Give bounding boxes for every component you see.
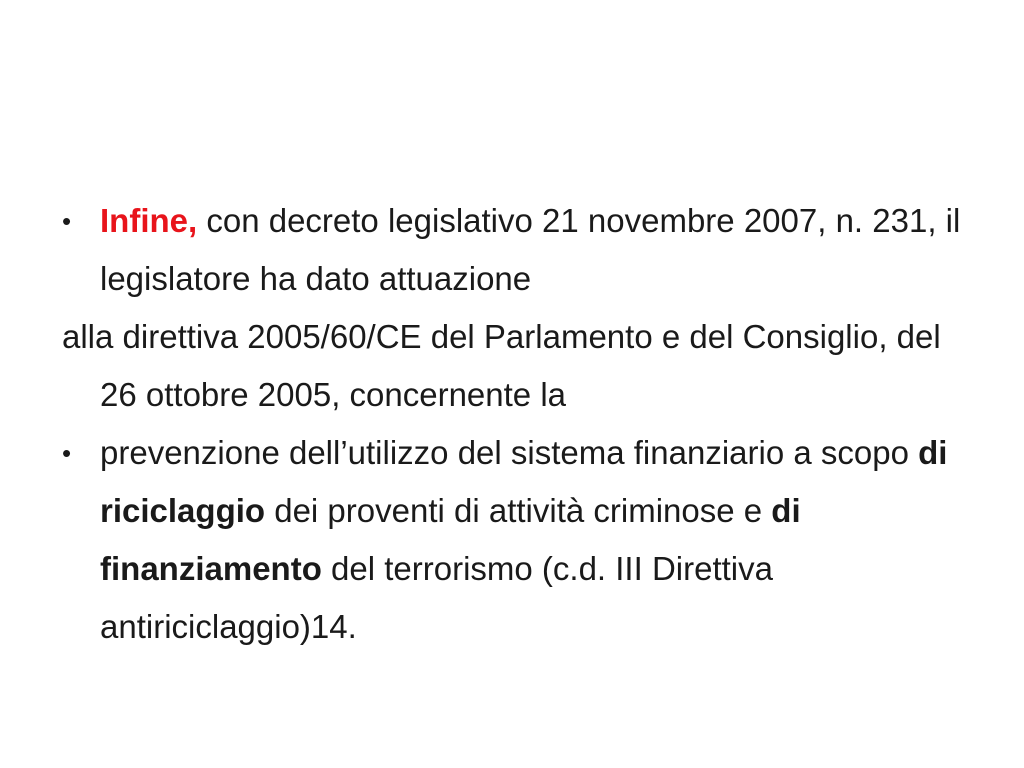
bold-text: di finanziamento (100, 492, 801, 587)
paragraph-text: dei proventi di attività criminose e (265, 492, 772, 529)
bold-text: di riciclaggio (100, 434, 948, 529)
slide-body (62, 192, 962, 656)
paragraph-2 (62, 308, 962, 424)
paragraph-3 (62, 424, 962, 656)
paragraph-text: alla direttiva 2005/60/CE del Parlamento e del Consiglio, del 26 ottobre 2005, concernente la (62, 318, 941, 413)
highlight-text: Infine, (100, 202, 198, 239)
paragraph-1 (62, 192, 962, 308)
paragraph-text: con decreto legislativo 21 novembre 2007, n. 231, il legislatore ha dato attuazione (100, 202, 961, 297)
bullet-icon: • (62, 438, 72, 468)
paragraph-text: del terrorismo (c.d. III Direttiva antiriciclaggio)14. (100, 550, 773, 645)
bullet-icon: • (62, 206, 72, 236)
paragraph-text: prevenzione dell’utilizzo del sistema finanziario a scopo (100, 434, 919, 471)
